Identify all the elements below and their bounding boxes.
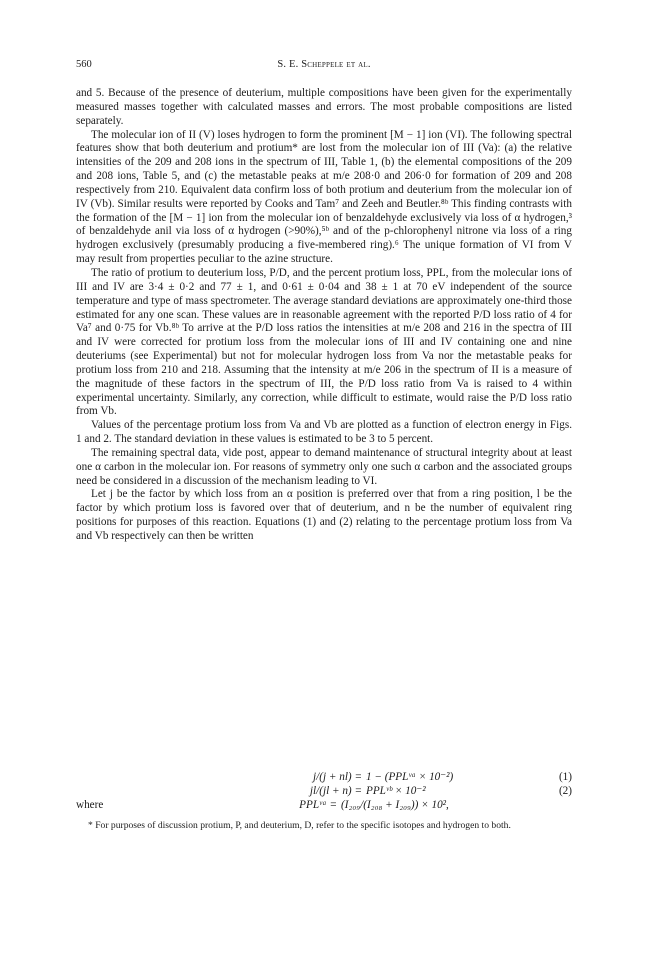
- equation-2-number: (2): [558, 785, 572, 797]
- running-head: [0, 59, 648, 70]
- page-number: 560: [76, 59, 92, 70]
- equation-2-lhs: jl/(jl + n) =: [309, 785, 362, 797]
- equation-1-rhs: 1 − (PPLᵛᵃ × 10⁻²): [366, 771, 454, 783]
- equation-2-rhs: PPLᵛᵇ × 10⁻²: [366, 785, 426, 797]
- equation-1-number: (1): [558, 771, 572, 783]
- equations: [76, 770, 572, 812]
- equation-1-lhs: j/(j + nl) =: [313, 771, 362, 783]
- paragraph-3: The ratio of protium to deuterium loss, P/D, and the percent protium loss, PPL, from the molecular ions of III and IV are 3·4 ± 0·2 and 77 ± 1, and 0·61 ± 0·04 and 38 ± 1 at 70 eV independent of the source temperature and type of mass spectrometer. The average standard deviations are approximately one-third those estimated for any one scan. These values are in reasonable agreement with the reported P/D loss ratio of 4 for Va⁷ and 0·75 for Vb.⁸ᵇ To arrive at the P/D loss ratios the intensities at m/e 208 and 216 in the spectra of III and IV were corrected for protium loss from the molecular ions of III and IV containing one and nine deuteriums (see Experimental) but not for molecular hydrogen loss from Va nor the metastable peaks for protium loss from 210 and 218. Assuming that the intensity at m/e 206 in the spectrum of II is a measure of the magnitude of these factors in the spectrum of III, the P/D loss ratio from Va is raised to 4 within experimental uncertainty. Similarly, any correction, while difficult to estimate, would raise the P/D loss ratio from Vb.: [76, 266, 572, 418]
- footnote: * For purposes of discussion protium, P, and deuterium, D, refer to the specific isotopes and hydrogen to both.: [88, 820, 511, 831]
- equation-1: [76, 770, 572, 784]
- equation-3-lhs: PPLᵛᵃ =: [299, 799, 337, 811]
- equation-3-lead: where: [76, 799, 104, 811]
- paragraph-4: Values of the percentage protium loss from Va and Vb are plotted as a function of electron energy in Figs. 1 and 2. The standard deviation in these values is estimated to be 3 to 5 percent.: [76, 419, 572, 446]
- paragraph-5: The remaining spectral data, vide post, appear to demand maintenance of structural integrity about at least one α carbon in the molecular ion. For reasons of symmetry only one such α carbon and the associated groups need be considered in a discussion of the mechanism leading to VI.: [76, 446, 572, 487]
- paragraph-6: Let j be the factor by which loss from an α position is preferred over that from a ring position, l be the factor by which protium loss is favored over that of deuterium, and n be the number of equivalent ring positions for purposes of this reaction. Equations (1) and (2) relating to the percentage protium loss from Va and Vb respectively can then be written: [76, 488, 572, 542]
- paragraph-2: The molecular ion of II (V) loses hydrogen to form the prominent [M − 1] ion (VI). The following spectral features show that both deuterium and protium* are lost from the molecular ion of III (Va): (a) the relative intensities of the 209 and 208 ions in the spectrum of III, Table 1, (b) the elemental compositions of the 209 and 208 ions, Table 5, and (c) the metastable peaks at m/e 208·0 and 206·0 for formation of 209 and 208 respectively from 210. Equivalent data confirm loss of both protium and deuterium from the molecular ion of IV (Vb). Similar results were reported by Cooks and Tam⁷ and Zeeh and Beutler.⁸ᵇ This finding contrasts with the formation of the [M − 1] ion from the molecular ion of benzaldehyde exclusively via loss of α hydrogen,³ of benzaldehyde anil via loss of α hydrogen (>90%),⁵ᵇ and of the p-chlorophenyl nitrone via loss of a ring hydrogen exclusively (presumably producing a five-membered ring).⁶ The unique formation of VI from V may result from properties peculiar to the azine structure.: [76, 128, 572, 266]
- running-head-text: S. E. Scheppele et al.: [277, 59, 371, 70]
- equation-2: [76, 784, 572, 798]
- body-text: [76, 87, 572, 544]
- paragraph-1: and 5. Because of the presence of deuterium, multiple compositions have been given for the experimentally measured masses together with calculated masses and errors. The most probable compositions are listed separately.: [76, 87, 572, 127]
- equation-3-rhs: (I₂₀₉/(I₂₀₈ + I₂₀₉)) × 10²,: [341, 799, 449, 811]
- equation-3: [76, 798, 572, 812]
